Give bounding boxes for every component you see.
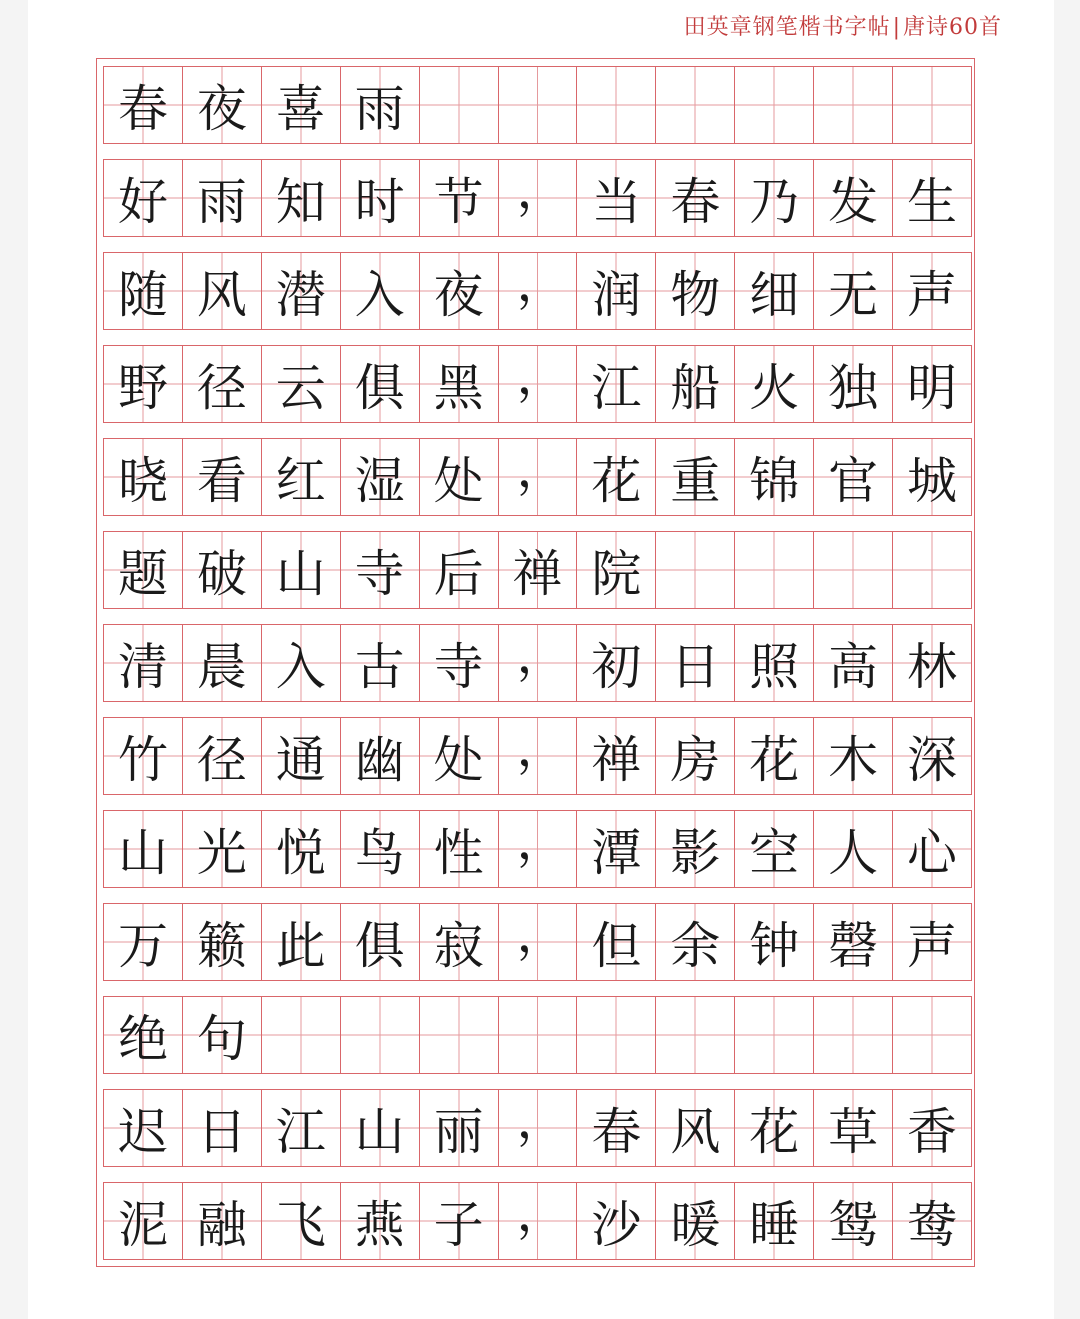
character-cell: 但 — [577, 904, 656, 980]
character-cell: 绝 — [104, 997, 183, 1073]
character-cell: 鸟 — [341, 811, 420, 887]
character-cell — [735, 997, 814, 1073]
character-cell — [656, 532, 735, 608]
punctuation-cell: ， — [499, 439, 578, 515]
character-cell: 院 — [577, 532, 656, 608]
character-cell: 题 — [104, 532, 183, 608]
character-cell: 寂 — [420, 904, 499, 980]
character-cell: 光 — [183, 811, 262, 887]
character-cell: 随 — [104, 253, 183, 329]
character-cell — [656, 67, 735, 143]
grid-row — [103, 345, 972, 423]
page-header — [684, 10, 1002, 41]
character-cell — [814, 532, 893, 608]
character-cell: 山 — [341, 1090, 420, 1166]
character-cell: 破 — [183, 532, 262, 608]
character-cell — [499, 997, 578, 1073]
character-cell: 通 — [262, 718, 341, 794]
character-cell: 照 — [735, 625, 814, 701]
character-cell: 云 — [262, 346, 341, 422]
character-cell: 声 — [893, 904, 972, 980]
character-cell: 俱 — [341, 904, 420, 980]
practice-grid — [103, 66, 972, 1275]
character-cell: 房 — [656, 718, 735, 794]
character-cell: 幽 — [341, 718, 420, 794]
character-cell: 雨 — [341, 67, 420, 143]
character-cell: 晨 — [183, 625, 262, 701]
punctuation-cell: ， — [499, 811, 578, 887]
grid-row — [103, 1182, 972, 1260]
header-separator: | — [892, 15, 901, 40]
character-cell: 湿 — [341, 439, 420, 515]
punctuation-cell: ， — [499, 346, 578, 422]
character-cell: 日 — [183, 1090, 262, 1166]
character-cell: 寺 — [341, 532, 420, 608]
character-cell: 船 — [656, 346, 735, 422]
character-cell: 独 — [814, 346, 893, 422]
character-cell: 径 — [183, 718, 262, 794]
character-cell: 子 — [420, 1183, 499, 1259]
character-cell: 余 — [656, 904, 735, 980]
character-cell: 夜 — [420, 253, 499, 329]
character-cell: 入 — [341, 253, 420, 329]
character-cell: 锦 — [735, 439, 814, 515]
grid-row — [103, 810, 972, 888]
character-cell: 无 — [814, 253, 893, 329]
character-cell: 江 — [577, 346, 656, 422]
character-cell: 入 — [262, 625, 341, 701]
character-cell: 城 — [893, 439, 972, 515]
character-cell: 后 — [420, 532, 499, 608]
character-cell: 人 — [814, 811, 893, 887]
character-cell — [577, 67, 656, 143]
grid-row — [103, 1089, 972, 1167]
character-cell: 禅 — [499, 532, 578, 608]
character-cell — [420, 997, 499, 1073]
character-cell — [656, 997, 735, 1073]
grid-row — [103, 903, 972, 981]
character-cell: 红 — [262, 439, 341, 515]
character-cell: 初 — [577, 625, 656, 701]
character-cell: 晓 — [104, 439, 183, 515]
character-cell: 处 — [420, 439, 499, 515]
character-cell: 日 — [656, 625, 735, 701]
grid-row — [103, 531, 972, 609]
character-cell: 花 — [577, 439, 656, 515]
character-cell: 鸳 — [814, 1183, 893, 1259]
character-cell: 草 — [814, 1090, 893, 1166]
character-cell: 高 — [814, 625, 893, 701]
character-cell: 句 — [183, 997, 262, 1073]
volume-title: 唐诗60首 — [903, 15, 1002, 40]
character-cell — [499, 67, 578, 143]
character-cell: 喜 — [262, 67, 341, 143]
character-cell: 知 — [262, 160, 341, 236]
character-cell: 睡 — [735, 1183, 814, 1259]
character-cell: 春 — [104, 67, 183, 143]
character-cell: 径 — [183, 346, 262, 422]
character-cell: 好 — [104, 160, 183, 236]
character-cell: 钟 — [735, 904, 814, 980]
character-cell: 发 — [814, 160, 893, 236]
character-cell: 心 — [893, 811, 972, 887]
character-cell — [735, 532, 814, 608]
punctuation-cell: ， — [499, 253, 578, 329]
character-cell: 春 — [656, 160, 735, 236]
character-cell: 林 — [893, 625, 972, 701]
grid-row — [103, 66, 972, 144]
character-cell: 黑 — [420, 346, 499, 422]
character-cell: 寺 — [420, 625, 499, 701]
character-cell: 花 — [735, 718, 814, 794]
character-cell: 明 — [893, 346, 972, 422]
character-cell: 潜 — [262, 253, 341, 329]
punctuation-cell: ， — [499, 904, 578, 980]
punctuation-cell: ， — [499, 718, 578, 794]
character-cell: 风 — [183, 253, 262, 329]
character-cell — [735, 67, 814, 143]
character-cell: 暖 — [656, 1183, 735, 1259]
character-cell: 细 — [735, 253, 814, 329]
character-cell: 看 — [183, 439, 262, 515]
character-cell: 重 — [656, 439, 735, 515]
character-cell: 节 — [420, 160, 499, 236]
character-cell: 润 — [577, 253, 656, 329]
grid-row — [103, 996, 972, 1074]
character-cell: 俱 — [341, 346, 420, 422]
grid-row — [103, 717, 972, 795]
character-cell: 潭 — [577, 811, 656, 887]
character-cell — [577, 997, 656, 1073]
character-cell — [893, 997, 972, 1073]
character-cell: 融 — [183, 1183, 262, 1259]
character-cell: 丽 — [420, 1090, 499, 1166]
character-cell: 风 — [656, 1090, 735, 1166]
character-cell: 山 — [262, 532, 341, 608]
character-cell: 禅 — [577, 718, 656, 794]
character-cell: 竹 — [104, 718, 183, 794]
character-cell: 磬 — [814, 904, 893, 980]
character-cell: 深 — [893, 718, 972, 794]
character-cell: 燕 — [341, 1183, 420, 1259]
character-cell: 香 — [893, 1090, 972, 1166]
character-cell — [893, 67, 972, 143]
punctuation-cell: ， — [499, 1183, 578, 1259]
character-cell: 花 — [735, 1090, 814, 1166]
character-cell: 鸯 — [893, 1183, 972, 1259]
character-cell: 影 — [656, 811, 735, 887]
character-cell: 清 — [104, 625, 183, 701]
character-cell: 物 — [656, 253, 735, 329]
character-cell: 古 — [341, 625, 420, 701]
character-cell: 乃 — [735, 160, 814, 236]
character-cell: 万 — [104, 904, 183, 980]
character-cell — [420, 67, 499, 143]
character-cell: 泥 — [104, 1183, 183, 1259]
character-cell: 时 — [341, 160, 420, 236]
character-cell — [341, 997, 420, 1073]
character-cell: 当 — [577, 160, 656, 236]
character-cell: 山 — [104, 811, 183, 887]
character-cell — [262, 997, 341, 1073]
punctuation-cell: ， — [499, 1090, 578, 1166]
character-cell: 处 — [420, 718, 499, 794]
character-cell: 籁 — [183, 904, 262, 980]
character-cell — [814, 997, 893, 1073]
character-cell — [893, 532, 972, 608]
character-cell: 生 — [893, 160, 972, 236]
character-cell: 雨 — [183, 160, 262, 236]
grid-row — [103, 159, 972, 237]
character-cell: 夜 — [183, 67, 262, 143]
punctuation-cell: ， — [499, 625, 578, 701]
character-cell: 性 — [420, 811, 499, 887]
character-cell: 悦 — [262, 811, 341, 887]
grid-row — [103, 252, 972, 330]
character-cell: 火 — [735, 346, 814, 422]
book-title: 田英章钢笔楷书字帖 — [683, 15, 891, 40]
character-cell: 沙 — [577, 1183, 656, 1259]
character-cell: 木 — [814, 718, 893, 794]
grid-row — [103, 438, 972, 516]
character-cell: 野 — [104, 346, 183, 422]
character-cell — [814, 67, 893, 143]
character-cell: 春 — [577, 1090, 656, 1166]
grid-row — [103, 624, 972, 702]
character-cell: 飞 — [262, 1183, 341, 1259]
character-cell: 江 — [262, 1090, 341, 1166]
character-cell: 空 — [735, 811, 814, 887]
character-cell: 声 — [893, 253, 972, 329]
punctuation-cell: ， — [499, 160, 578, 236]
character-cell: 此 — [262, 904, 341, 980]
character-cell: 迟 — [104, 1090, 183, 1166]
character-cell: 官 — [814, 439, 893, 515]
